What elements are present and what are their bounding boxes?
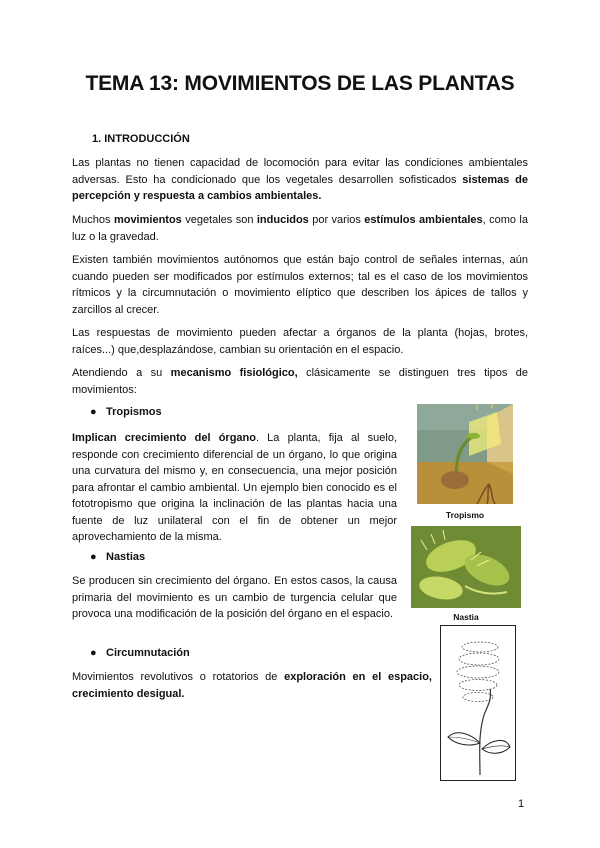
text: Atendiendo a su <box>72 367 171 379</box>
bold-text: estímulos ambientales <box>364 214 483 226</box>
bullet-label: Nastias <box>106 551 146 563</box>
text: Las respuestas de movimiento pueden afectar a órganos de la planta (hojas, brotes, raíces...) que,desplazándose, cambian su orientación en el espacio. <box>72 327 528 356</box>
bold-text: movimientos <box>113 214 182 226</box>
paragraph-nastias <box>72 573 397 623</box>
page-number: 1 <box>518 798 525 810</box>
text: Existen también movimientos autónomos que están bajo control de señales internas, aún cuando pueden ser modificados por estímulos externos; tal es el caso de los movimientos rítmicos y la circumnutación o movimiento elíptico que describen los ápices de tallos y zarcillos al crecer. <box>72 254 528 316</box>
bullet-tropismos <box>90 404 162 421</box>
bullet-dot-icon: ● <box>90 406 97 418</box>
paragraph-circumnutacion <box>72 669 432 702</box>
text: , como la luz o la gravedad. <box>72 214 528 243</box>
bullet-dot-icon: ● <box>90 551 97 563</box>
bullet-label: Tropismos <box>106 406 162 418</box>
nastia-caption: Nastia <box>453 612 479 622</box>
text: Movimientos revolutivos o rotatorios de <box>72 671 285 683</box>
bullet-nastias <box>90 549 145 566</box>
text: Se producen sin crecimiento del órgano. En estos casos, la causa primaria del movimiento es un cambio de turgencia celular que provoca una modificación de la posición del órgano en el espacio. <box>72 575 397 620</box>
bullet-label: Circumnutación <box>106 647 190 659</box>
nastia-figure <box>411 526 521 608</box>
tropismo-caption: Tropismo <box>445 510 485 520</box>
paragraph-intro <box>72 155 528 205</box>
page-title: TEMA 13: MOVIMIENTOS DE LAS PLANTAS <box>85 72 515 95</box>
text: Muchos <box>72 214 114 226</box>
bold-text: mecanismo fisiológico, <box>170 367 298 379</box>
section-heading: 1. INTRODUCCIÓN <box>92 133 190 145</box>
bold-text: inducidos <box>256 214 309 226</box>
text: . La planta, fija al suelo, responde con crecimiento diferencial de un órgano, lo que origina una curvatura del mismo y, en consecuencia, una mejor posición para afrontar el cambio ambiental. Un ejemplo bien conocido es el fototropismo que origina la inclinación de las plantas hacia una fuente de luz unilateral con el fin de obtener un mejor aprovechamiento de la misma. <box>72 432 397 543</box>
bullet-circumnutacion <box>90 645 190 662</box>
paragraph-organs <box>72 325 528 358</box>
text: vegetales son <box>181 214 257 226</box>
bold-text: exploración en el espacio, crecimiento desigual. <box>72 671 432 700</box>
bold-text: Implican crecimiento del órgano <box>72 432 256 444</box>
paragraph-autonomous <box>72 252 528 318</box>
circumnutacion-figure <box>440 625 516 781</box>
bold-text: sistemas de percepción y respuesta a cambios ambientales. <box>72 173 528 202</box>
text: por varios <box>308 214 365 226</box>
bullet-dot-icon: ● <box>90 647 97 659</box>
paragraph-tropismos <box>72 430 397 546</box>
text: clásicamente se distinguen tres tipos de movimientos: <box>72 367 528 396</box>
tropismo-figure <box>417 404 513 504</box>
text: Las plantas no tienen capacidad de locomoción para evitar las condiciones ambientales adversas. Esto ha condicionado que los vegetales desarrollen sofisticados <box>72 157 528 186</box>
paragraph-stimuli <box>72 212 528 245</box>
paragraph-mechanism <box>72 365 528 398</box>
